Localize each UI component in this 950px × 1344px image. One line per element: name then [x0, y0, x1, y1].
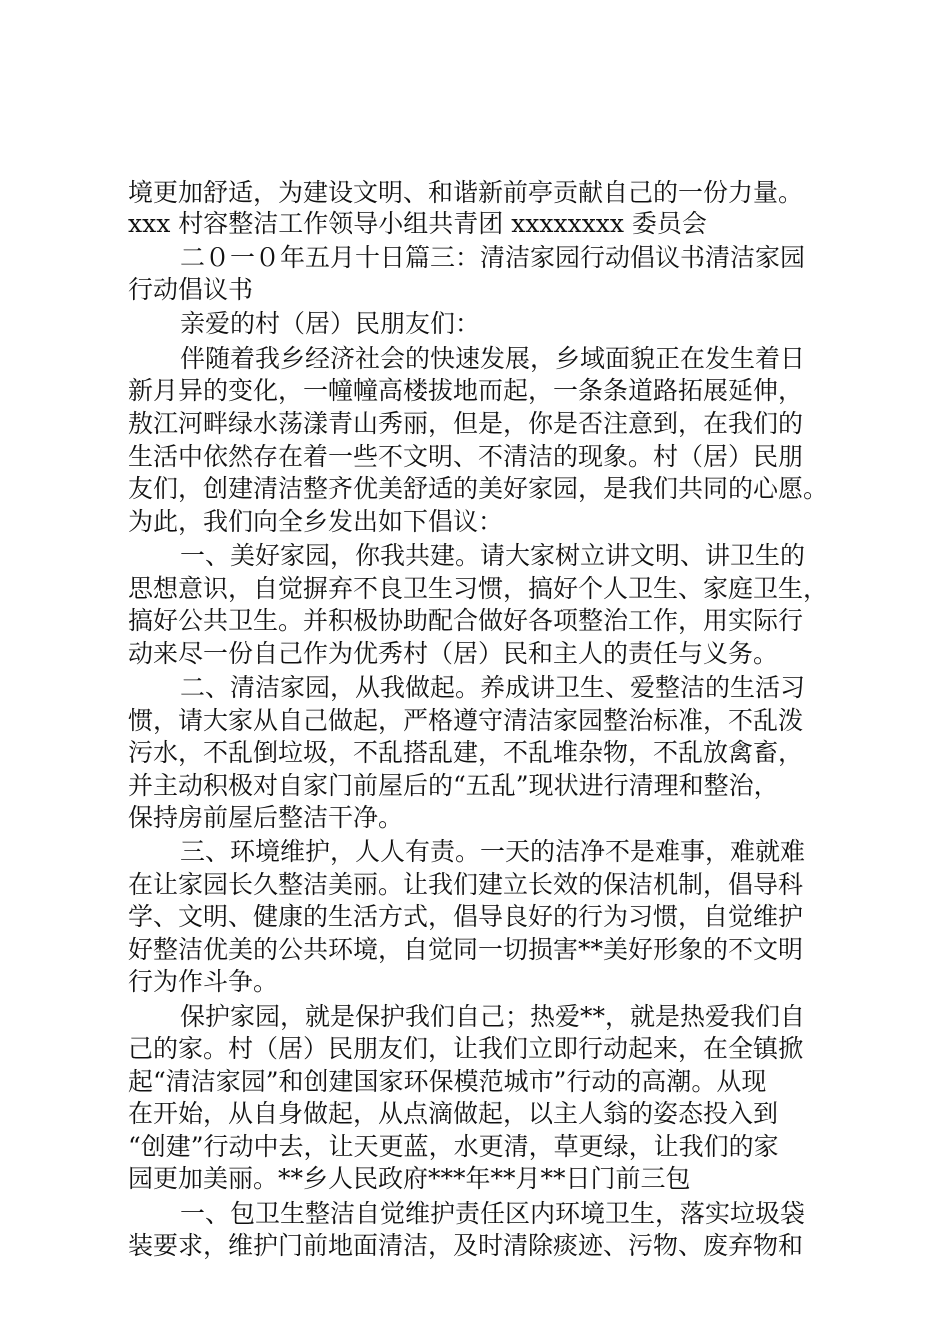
text-line: 新月异的变化，一幢幢高楼拔地而起，一条条道路拓展延伸， — [128, 376, 804, 405]
text-line: 二０一０年五月十日篇三：清洁家园行动倡议书清洁家园 — [180, 243, 806, 272]
text-line: 友们，创建清洁整齐优美舒适的美好家园，是我们共同的心愿。 — [128, 474, 829, 503]
text-line: 污水，不乱倒垃圾，不乱搭乱建，不乱堆杂物，不乱放禽畜， — [128, 738, 804, 767]
text-line: 惯，请大家从自己做起，严格遵守清洁家园整治标准，不乱泼 — [128, 706, 804, 735]
text-line: 思想意识，自觉摒弃不良卫生习惯，搞好个人卫生、家庭卫生， — [128, 574, 829, 603]
text-line: 行动倡议书 — [128, 275, 254, 304]
text-line: 一、美好家园，你我共建。请大家树立讲文明、讲卫生的 — [180, 541, 806, 570]
text-line: 动来尽一份自己作为优秀村（居）民和主人的责任与义务。 — [128, 639, 779, 668]
text-line: 起“清洁家园”和创建国家环保模范城市”行动的高潮。从现 — [128, 1067, 767, 1096]
text-line: 伴随着我乡经济社会的快速发展，乡域面貌正在发生着日 — [180, 344, 806, 373]
text-line: 好整洁优美的公共环境，自觉同一切损害**美好形象的不文明 — [128, 935, 804, 964]
text-line: 在开始，从自身做起，从点滴做起，以主人翁的姿态投入到 — [128, 1099, 779, 1128]
text-line: 搞好公共卫生。并积极协助配合做好各项整治工作，用实际行 — [128, 606, 804, 635]
text-line: 生活中依然存在着一些不文明、不清洁的现象。村（居）民朋 — [128, 442, 804, 471]
text-line: 境更加舒适，为建设文明、和谐新前亭贡献自己的一份力量。 — [128, 178, 804, 207]
text-line: 保护家园，就是保护我们自己；热爱**，就是热爱我们自 — [180, 1002, 806, 1031]
text-line: 保持房前屋后整洁干净。 — [128, 803, 404, 832]
text-line: 装要求，维护门前地面清洁，及时清除痰迹、污物、废弃物和 — [128, 1231, 804, 1260]
salutation: 亲爱的村（居）民朋友们： — [180, 309, 481, 338]
text-line: 二、清洁家园，从我做起。养成讲卫生、爱整洁的生活习 — [180, 673, 806, 702]
text-line: 学、文明、健康的生活方式，倡导良好的行为习惯，自觉维护 — [128, 902, 804, 931]
text-line: 一、包卫生整洁自觉维护责任区内环境卫生，落实垃圾袋 — [180, 1199, 806, 1228]
text-line: 为此，我们向全乡发出如下倡议： — [128, 507, 504, 536]
text-line: 在让家园长久整洁美丽。让我们建立长效的保洁机制，倡导科 — [128, 870, 804, 899]
text-line: 敖江河畔绿水荡漾青山秀丽，但是，你是否注意到，在我们的 — [128, 409, 804, 438]
text-line: 园更加美丽。**乡人民政府***年**月**日门前三包 — [128, 1164, 691, 1193]
text-line: 三、环境维护，人人有责。一天的洁净不是难事，难就难 — [180, 837, 806, 866]
text-line: xxx 村容整洁工作领导小组共青团 xxxxxxxx 委员会 — [128, 209, 707, 238]
text-line: 并主动积极对自家门前屋后的“五乱”现状进行清理和整治， — [128, 771, 779, 800]
text-line: 行为作斗争。 — [128, 967, 279, 996]
text-line: 己的家。村（居）民朋友们，让我们立即行动起来，在全镇掀 — [128, 1034, 804, 1063]
text-line: “创建”行动中去，让天更蓝，水更清，草更绿，让我们的家 — [128, 1132, 779, 1161]
